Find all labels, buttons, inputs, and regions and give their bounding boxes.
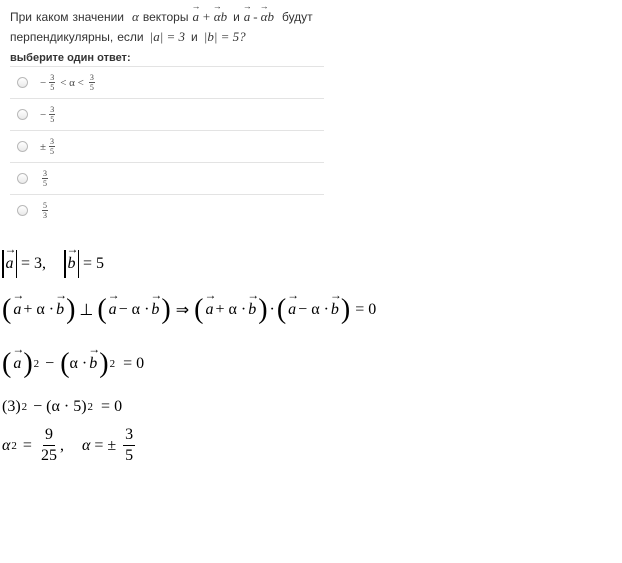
radio-button[interactable]: [17, 109, 28, 120]
word: если: [117, 30, 144, 44]
paren: ): [23, 348, 33, 379]
vector-b: → b: [248, 301, 256, 319]
paren: (: [97, 294, 107, 325]
vector-a: → a: [244, 7, 251, 27]
vector-b: → b: [89, 355, 97, 373]
plus-sign: +: [201, 9, 211, 24]
equals-value: = ±: [94, 436, 117, 454]
paren: (: [194, 294, 204, 325]
question-text: [10, 7, 340, 47]
question-line-2: [10, 27, 340, 47]
paren: ): [66, 294, 76, 325]
option-label: [40, 105, 57, 124]
numerator: 3: [89, 73, 94, 82]
word: и: [191, 30, 198, 44]
denominator: 5: [50, 83, 55, 92]
answer-prompt: выберите один ответ:: [10, 52, 131, 64]
option-label: [40, 73, 97, 92]
vector-b: → b: [56, 301, 64, 319]
fraction: [49, 73, 55, 92]
answer-option[interactable]: [10, 66, 324, 98]
option-label: [40, 201, 50, 220]
exponent: 2: [33, 358, 40, 370]
word: перпендикулярны,: [10, 30, 114, 44]
alpha-symbol: α: [132, 9, 139, 24]
abs-bar: [2, 250, 4, 278]
vector-a: → a: [6, 255, 14, 273]
equals-value: = 5: [83, 255, 105, 272]
equals-value: = 0: [123, 355, 145, 372]
fraction: [41, 425, 57, 466]
numerator: 9: [43, 425, 55, 446]
radio-button[interactable]: [17, 173, 28, 184]
sign: −: [40, 108, 47, 121]
solution-line-5: [2, 425, 138, 466]
solution-line-2: [2, 296, 376, 324]
abs-bar: [64, 250, 66, 278]
option-label: [40, 137, 57, 156]
solution-line-1: [2, 250, 104, 278]
vector-alpha-b: → αb: [214, 7, 227, 27]
word: При: [10, 10, 33, 24]
denominator: 3: [43, 211, 47, 220]
magnitude-b: |b| = 5?: [203, 29, 246, 44]
sign: −: [40, 76, 47, 89]
expression: − (α · 5): [33, 398, 87, 415]
vector-b: → b: [331, 301, 339, 319]
radio-button[interactable]: [17, 141, 28, 152]
vector-b: → b: [68, 255, 76, 273]
fraction: [89, 73, 95, 92]
word: и: [233, 10, 240, 24]
answer-option[interactable]: [10, 98, 324, 130]
solution-line-4: [2, 398, 122, 416]
exponent: 2: [11, 439, 17, 452]
vector-a: → a: [13, 301, 21, 319]
word: значении: [72, 10, 125, 24]
operator: − α ·: [298, 301, 329, 318]
expression: (3): [2, 398, 21, 415]
paren: ): [99, 348, 109, 379]
denominator: 5: [43, 179, 47, 188]
word: будут: [281, 10, 313, 24]
alpha-times: α ·: [69, 355, 88, 372]
implies-arrow: ⇒: [175, 302, 190, 319]
answer-option[interactable]: [10, 194, 324, 226]
vector-a: → a: [109, 301, 117, 319]
comma: ,: [59, 436, 64, 454]
option-label: [40, 169, 50, 188]
numerator: 3: [123, 425, 135, 446]
answer-option[interactable]: [10, 162, 324, 194]
exponent: 2: [109, 358, 116, 370]
numerator: 3: [50, 105, 55, 114]
paren: (: [2, 348, 12, 379]
paren: (: [60, 348, 70, 379]
operator: − α ·: [118, 301, 150, 318]
vector-alpha-b: → αb: [261, 7, 274, 27]
paren: ): [161, 294, 171, 325]
question-line-1: [10, 7, 340, 27]
paren: (: [2, 294, 12, 325]
exponent: 2: [21, 401, 28, 413]
numerator: 3: [43, 169, 47, 178]
numerator: 3: [50, 73, 55, 82]
minus-sign: -: [253, 9, 258, 24]
numerator: 3: [50, 137, 55, 146]
vector-a: → a: [205, 301, 213, 319]
answer-options: [10, 66, 324, 226]
equals-value: = 3,: [21, 255, 47, 272]
fraction: [49, 137, 55, 156]
radio-button[interactable]: [17, 205, 28, 216]
equals-value: = 0: [355, 301, 377, 318]
numerator: 5: [43, 201, 47, 210]
denominator: 5: [50, 115, 55, 124]
denominator: 5: [125, 447, 134, 464]
alpha-symbol: α: [81, 436, 91, 454]
denominator: 25: [40, 447, 57, 464]
magnitude-a: |a| = 3: [149, 29, 186, 44]
perpendicular-sign: ⊥: [79, 302, 94, 319]
operator: + α ·: [215, 301, 247, 318]
equals-sign: =: [22, 436, 32, 454]
denominator: 5: [50, 147, 55, 156]
fraction: [123, 425, 135, 466]
equals-value: = 0: [101, 398, 123, 415]
fraction: [42, 169, 48, 188]
fraction: [49, 105, 55, 124]
word: векторы: [142, 10, 189, 24]
vector-a: → a: [288, 301, 296, 319]
word: каком: [36, 10, 69, 24]
relation: < α <: [60, 76, 84, 89]
fraction: [42, 201, 48, 220]
vector-b: → b: [151, 301, 159, 319]
exponent: 2: [87, 401, 94, 413]
denominator: 5: [89, 83, 94, 92]
operator: + α ·: [23, 301, 55, 318]
paren: ): [340, 294, 351, 325]
vector-a: → a: [13, 355, 21, 373]
paren: ): [258, 294, 268, 325]
dot-operator: ·: [269, 301, 275, 318]
answer-option[interactable]: [10, 130, 324, 162]
radio-button[interactable]: [17, 77, 28, 88]
sign: ±: [40, 140, 47, 153]
paren: (: [276, 294, 287, 325]
solution-line-3: [2, 350, 144, 378]
operator: −: [45, 355, 55, 372]
vector-a: → a: [192, 7, 199, 27]
alpha-symbol: α: [2, 436, 11, 454]
